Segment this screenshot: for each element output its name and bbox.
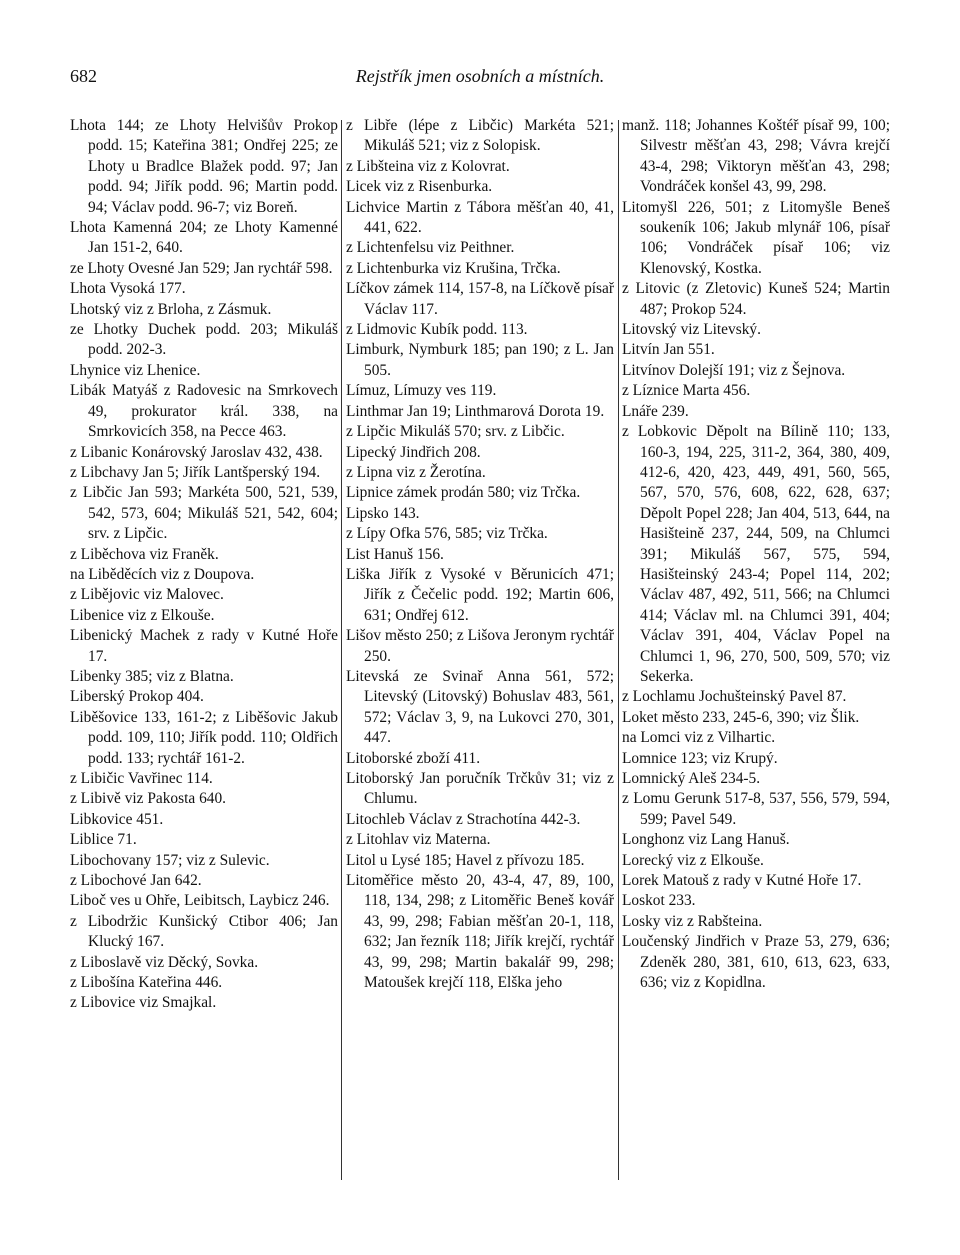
index-entry: z Liběchova viz Franěk.: [70, 545, 219, 563]
index-entry: Lorek Matouš z rady v Kutné Hoře 17.: [622, 872, 862, 890]
index-entry: Lorecký viz z Elkouše.: [622, 851, 764, 869]
index-column-1: [70, 116, 338, 1014]
index-entry: Longhonz viz Lang Hanuš.: [622, 831, 790, 849]
index-entry: Líčkov zámek 114, 157-8, na Líčkově písař Václav 117.: [346, 280, 614, 318]
index-entry: z Libchavy Jan 5; Jiřík Lantšperský 194.: [70, 463, 321, 481]
index-entry: z Libšteina viz z Kolovrat.: [346, 157, 510, 175]
index-entry: z Libičic Vavřinec 114.: [70, 770, 213, 787]
index-entry: Libenice viz z Elkouše.: [70, 606, 215, 624]
index-entry: Litvín Jan 551.: [622, 341, 715, 359]
index-entry: Litomyšl 226, 501; z Litomyšle Beneš soukeník 106; Jakub mlynář 106, písař 106; Vondráček písař 106; viz Klenovský, Kostka.: [622, 198, 890, 277]
index-entry: z Libivě viz Pakosta 640.: [70, 790, 227, 808]
index-entry: z Litohlav viz Materna.: [346, 831, 491, 849]
running-title: Rejstřík jmen osobních a místních.: [355, 66, 605, 86]
index-entry: Lhota Vysoká 177.: [70, 280, 186, 298]
index-entry: Liboč ves u Ohře, Leibitsch, Laybicz 246.: [70, 892, 330, 910]
index-entry: z Litovic (z Zletovic) Kuneš 524; Martin 487; Prokop 524.: [622, 280, 890, 318]
index-entry: Límuz, Límuzy ves 119.: [346, 382, 497, 400]
index-entry: Loskot 233.: [622, 892, 696, 910]
index-entry: Losky viz z Rabšteina.: [622, 912, 763, 930]
index-entry: Lomnice 123; viz Krupý.: [622, 749, 778, 767]
index-entry: z Liboslavě viz Děcký, Sovka.: [70, 953, 259, 971]
index-entry: Lichvice Martin z Tábora měšťan 40, 41, 441, 622.: [346, 198, 614, 237]
index-entry: Lhynice viz Lhenice.: [70, 361, 201, 379]
index-entry: Linthmar Jan 19; Linthmarová Dorota 19.: [346, 402, 605, 420]
index-entry: Licek viz z Risenburka.: [346, 178, 493, 196]
index-entry: z Lochlamu Jochušteinský Pavel 87.: [622, 688, 847, 706]
index-entry: z Lipna viz z Žerotína.: [346, 463, 486, 481]
index-entry: na Liběděcích viz z Doupova.: [70, 565, 255, 583]
index-entry: ze Lhotky Duchek podd. 203; Mikuláš podd. 202-3.: [70, 321, 338, 359]
index-entry: Liberský Prokop 404.: [70, 688, 204, 706]
index-column-3: [622, 116, 890, 993]
index-entry: Loket město 233, 245-6, 390; viz Šlik.: [622, 708, 860, 726]
index-entry: Lhotský viz z Brloha, z Zásmuk.: [70, 300, 272, 318]
index-entry: Libochovany 157; viz z Sulevic.: [70, 851, 270, 869]
index-entry: Limburk, Nymburk 185; pan 190; z L. Jan 505.: [346, 341, 614, 379]
index-entry: Litoborské zboží 411.: [346, 749, 481, 767]
index-entry: z Libčic Jan 593; Markéta 500, 521, 539, 542, 573, 604; Mikuláš 521, 542, 604; srv. z Lipčic.: [70, 484, 338, 543]
index-entry: z Lomu Gerunk 517-8, 537, 556, 579, 594, 599; Pavel 549.: [622, 790, 890, 828]
index-entry: z Lobkovic Děpolt na Bílině 110; 133, 160-3, 194, 225, 311-2, 364, 380, 409, 412-6, 420, 423, 449, 491, 560, 565, 567, 570, 576, 608, 622, 628, 637; Děpolt Popel 228; Jan 404, 513, 644, na Hasišteině 237, 244, 509, na Chlumci 391; Mikuláš 567, 575, 594, Hasišteinský 243-4; Popel 114, 202; Václav 487, 492, 511, 566; na Chlumci 414; Václav ml. na Chlumci 391, 404; Václav 391, 404, Václav Popel na Chlumci 1, 96, 270, 500, 509, 570; viz Sekerka.: [622, 423, 890, 685]
index-entry: z Líznice Marta 456.: [622, 382, 751, 400]
index-entry: Libkovice 451.: [70, 810, 164, 828]
index-entry: Lipsko 143.: [346, 504, 420, 522]
index-entry: z Lidmovic Kubík podd. 113.: [346, 321, 528, 339]
index-entry: z Libějovic viz Malovec.: [70, 586, 224, 604]
index-entry: z Libanic Konárovský Jaroslav 432, 438.: [70, 443, 323, 461]
index-entry: z Libovice viz Smajkal.: [70, 994, 217, 1012]
index-entry: ze Lhoty Ovesné Jan 529; Jan rychtář 598.: [70, 259, 333, 277]
index-entry: List Hanuš 156.: [346, 545, 444, 563]
index-entry: Liška Jiřík z Vysoké v Běrunicích 471; Jiřík z Čečelic podd. 192; Martin 606, 631; Ondřej 612.: [346, 565, 614, 624]
index-entry: manž. 118; Johannes Koštéř písař 99, 100; Silvestr měšťan 43, 298; Vávra krejčí 43-4, 298; Viktoryn měšťan 43, 298; Vondráček konšel 43, 99, 298.: [622, 117, 890, 196]
index-entry: Loučenský Jindřich v Praze 53, 279, 636; Zdeněk 280, 381, 610, 613, 623, 633, 636; viz z Kopidlna.: [622, 933, 890, 992]
index-entry: Litol u Lysé 185; Havel z přívozu 185.: [346, 851, 585, 869]
index-entry: z Libodržic Kunšický Ctibor 406; Jan Klucký 167.: [70, 912, 338, 951]
page-header: [0, 66, 960, 96]
index-entry: z Lipčic Mikuláš 570; srv. z Libčic.: [346, 423, 565, 441]
index-entry: Liběšovice 133, 161-2; z Liběšovic Jakub podd. 109, 110; Jiřík podd. 110; Oldřich podd. 133; rychtář 161-2.: [70, 708, 338, 767]
index-entry: Lišov město 250; z Lišova Jeronym rychtář 250.: [346, 627, 614, 665]
index-entry: z Lichtenfelsu viz Peithner.: [346, 239, 515, 257]
index-entry: Litochleb Václav z Strachotína 442-3.: [346, 810, 581, 828]
index-entry: Litovský viz Litevský.: [622, 321, 761, 339]
index-entry: Litoměřice město 20, 43-4, 47, 89, 100, 118, 134, 298; z Litoměřic Beneš kovář 43, 99, 298; Fabian měšťan 20-1, 118, 632; Jan řezník 118; Jiřík krejčí, rychtář 43, 99, 298; Martin bakalář 99, 298; Matoušek krejčí 118, Elška jeho: [346, 872, 614, 992]
index-entry: Lhota Kamenná 204; ze Lhoty Kamenné Jan 151-2, 640.: [70, 219, 338, 257]
index-entry: z Libošína Kateřina 446.: [70, 974, 223, 992]
index-entry: z Libře (lépe z Libčic) Markéta 521; Mikuláš 521; viz z Solopisk.: [346, 117, 614, 155]
index-entry: Lipecký Jindřich 208.: [346, 443, 481, 461]
index-entry: Libák Matyáš z Radovesic na Smrkovech 49, prokurator král. 338, na Smrkovicích 358, na Pecce 463.: [70, 382, 338, 441]
index-entry: Lhota 144; ze Lhoty Helvišův Prokop podd. 15; Kateřina 381; Ondřej 225; ze Lhoty u Bradlce Blažek podd. 97; Jan podd. 94; Jiřík podd. 96; Martin podd. 94; Václav podd. 96-7; viz Boreň.: [70, 117, 338, 216]
index-entry: z Libochové Jan 642.: [70, 872, 202, 890]
index-entry: Lnáře 239.: [622, 402, 689, 420]
index-entry: Lipnice zámek prodán 580; viz Trčka.: [346, 484, 581, 502]
index-entry: Libenický Machek z rady v Kutné Hoře 17.: [70, 627, 338, 665]
page-number: 682: [70, 66, 97, 86]
column-divider: [341, 120, 342, 1180]
index-entry: Litvínov Dolejší 191; viz z Šejnova.: [622, 361, 846, 379]
index-entry: Lomnický Aleš 234-5.: [622, 770, 761, 787]
index-entry: Litevská ze Svinař Anna 561, 572; Litevský (Litovský) Bohuslav 483, 561, 572; Václav 3, 9, na Lukovci 270, 301, 447.: [346, 667, 614, 747]
index-entry: z Lichtenburka viz Krušina, Trčka.: [346, 259, 561, 277]
index-entry: na Lomci viz z Vilhartic.: [622, 729, 776, 747]
index-entry: Liblice 71.: [70, 831, 137, 849]
index-entry: Libenky 385; viz z Blatna.: [70, 667, 234, 685]
index-entry: z Lípy Ofka 576, 585; viz Trčka.: [346, 525, 548, 543]
index-entry: Litoborský Jan poručník Trčkův 31; viz z Chlumu.: [346, 770, 614, 808]
index-column-2: [346, 116, 614, 993]
column-divider: [618, 120, 619, 1180]
